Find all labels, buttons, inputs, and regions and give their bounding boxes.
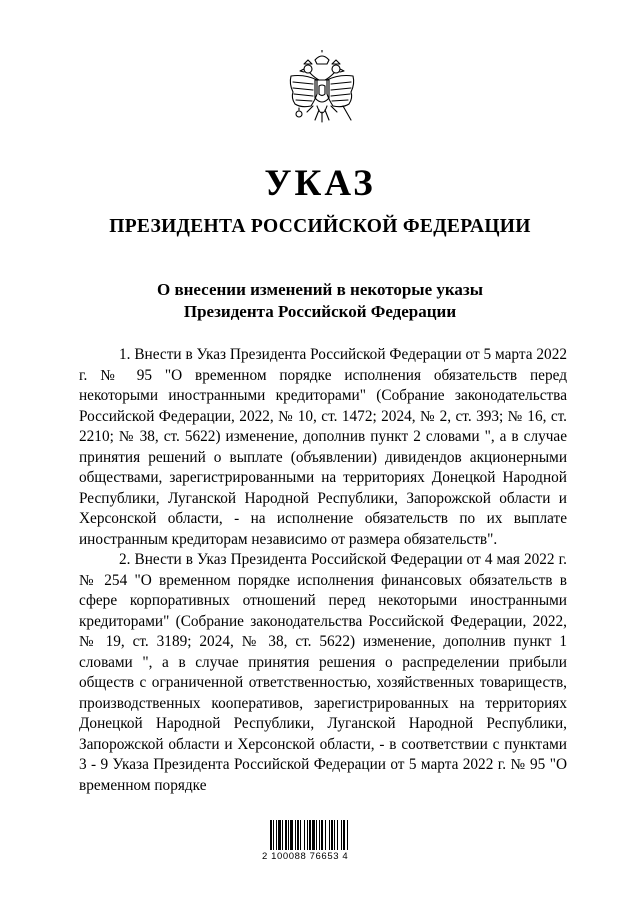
coat-of-arms-icon [277, 50, 367, 140]
barcode-icon [268, 820, 376, 870]
barcode-number: 2 100088 76653 4 [262, 851, 349, 862]
paragraph-2: 2. Внести в Указ Президента Российской Федерации от 4 мая 2022 г. № 254 "О временном порядке исполнения финансовых обязательств в сфере корпоративных отношений перед некоторыми иностранными кредиторами" (Собрание законодательства Российской Федерации, 2022, № 19, ст. 3189; 2024, № 38, ст. 5622) изменение, дополнив пункт 1 словами ", а в случае принятия решения о распределении прибыли обществ с ограниченной ответственностью, хозяйственных товариществ, производственных кооперативов, зарегистрированных на территориях Донецкой Народной Республики, Луганской Народной Республики, Запорожской области и Херсонской области, - в соответствии с пунктами 3 - 9 Указа Президента Российской Федерации от 5 марта 2022 г. № 95 "О временном порядке [79, 551, 567, 794]
title-line-2: Президента Российской Федерации [183, 302, 457, 321]
title-line-1: О внесении изменений в некоторые указы [156, 280, 484, 299]
issuer-title: ПРЕЗИДЕНТА РОССИЙСКОЙ ФЕДЕРАЦИИ [109, 216, 531, 237]
document-type: УКАЗ [264, 163, 376, 204]
document-body [79, 345, 567, 796]
paragraph-1: 1. Внести в Указ Президента Российской Федерации от 5 марта 2022 г. № 95 "О временном порядке исполнения обязательств перед некоторыми иностранными кредиторами" (Собрание законодательства Российской Федерации, 2022, № 10, ст. 1472; 2024, № 2, ст. 393; № 16, ст. 2210; № 38, ст. 5622) изменение, дополнив пункт 2 словами ", а в случае принятия решений о выплате (объявлении) дивидендов акционерными обществами, зарегистрированными на территориях Донецкой Народной Республики, Луганской Народной Республики, Запорожской области и Херсонской области, - на исполнение обязательств по их выплате иностранным кредиторам независимо от размера обязательств". [79, 346, 567, 548]
document-title [0, 279, 640, 323]
